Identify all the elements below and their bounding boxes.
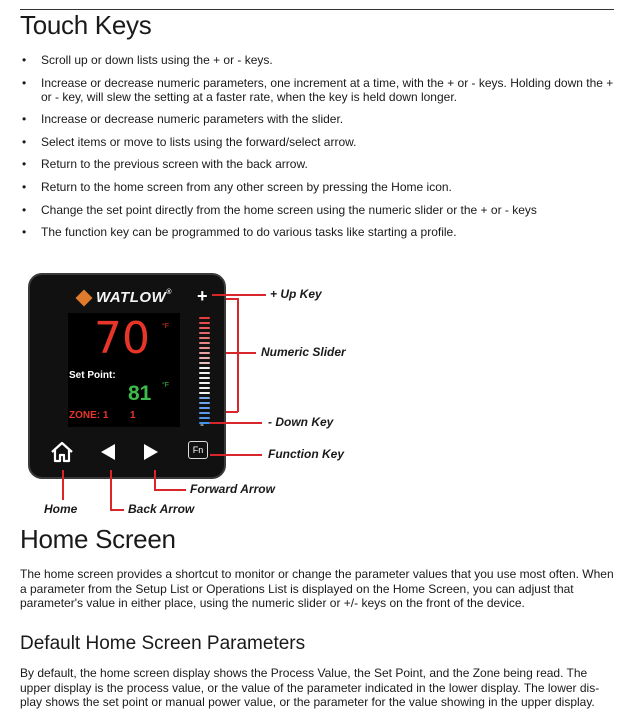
home-callout: Home [44,502,78,516]
up-key-callout: + Up Key [270,287,322,301]
back-arrow-icon [100,443,116,461]
list-item: • The function key can be programmed to do various tasks like starting a profile. [22,225,457,240]
up-key[interactable]: + [197,286,208,306]
slider-segment [199,352,210,354]
slider-bracket-v [237,298,239,412]
list-item: • Select items or move to lists using the forward/select arrow. [22,134,357,149]
process-value: 70 [94,313,150,364]
back-arrow-callout: Back Arrow [128,502,195,516]
slider-segment [199,367,210,369]
default-params-heading: Default Home Screen Parameters [20,633,306,654]
function-key-leader [210,454,262,456]
slider-segment [199,397,210,399]
slider-segment [199,357,210,359]
slider-segment [199,337,210,339]
down-key-callout: - Down Key [268,415,334,429]
slider-segment [199,387,210,389]
home-icon [50,441,74,463]
numeric-slider-callout: Numeric Slider [261,345,346,359]
slider-segment [199,377,210,379]
slider-segment [199,392,210,394]
forward-arrow-key[interactable] [143,443,159,466]
list-item: • Change the set point directly from the home screen using the numeric slider or the + or - keys [22,202,537,217]
back-arrow-key[interactable] [100,443,116,466]
slider-segment [199,342,210,344]
slider-bracket-top [226,298,238,300]
forward-arrow-icon [143,443,159,461]
home-leader [62,470,64,500]
set-point-unit: °F [162,382,170,389]
watlow-logo: WATLOW® [78,289,172,306]
slider-segment [199,332,210,334]
slider-bracket-bottom [226,411,238,413]
function-key[interactable]: Fn [188,441,208,459]
home-screen-heading: Home Screen [20,524,176,554]
touch-keys-list [20,53,620,248]
slider-segment [199,322,210,324]
home-screen-paragraph: The home screen provides a shortcut to monitor or change the parameter values that you use most often. When a parameter from the Setup List or Operations List is displayed on the Home Screen, you can adjust that parameter's value in either place, using the numeric slider or +/- keys on the front of the device. [20,567,614,611]
forward-arrow-leader-v [154,470,156,490]
zone-value: 1 [130,410,136,421]
down-key-leader [210,422,262,424]
set-point-label: Set Point: [69,370,116,381]
list-item: • Increase or decrease numeric parameters, one increment at a time, with the + or - keys. Holding down the + or - key, will slew the setting at a faster rate, when the key is held down longer. [22,75,614,104]
down-key[interactable]: - [200,417,204,431]
set-point-value: 81 [128,382,152,405]
slider-segment [199,317,210,319]
slider-segment [199,402,210,404]
up-key-leader [212,294,266,296]
back-arrow-leader-v [110,470,112,510]
default-params-paragraph: By default, the home screen display shows the Process Value, the Set Point, and the Zone being read. The upper display is the process value, or the value of the parameter indicated in the lower display. The lower dis-play shows the set point or manual power value, or the parameter for the value showing in the upper display. [20,666,600,710]
slider-segment [199,407,210,409]
numeric-slider[interactable] [198,311,212,429]
slider-segment [199,362,210,364]
list-item: • Scroll up or down lists using the + or - keys. [22,53,273,67]
list-item: • Increase or decrease numeric parameters with the slider. [22,112,344,127]
back-arrow-leader-h [110,509,124,511]
forward-arrow-leader-h [154,489,186,491]
slider-leader-h [226,352,256,354]
home-key[interactable] [50,441,74,468]
forward-arrow-callout: Forward Arrow [190,482,275,496]
process-unit: °F [162,323,170,330]
slider-segment [199,382,210,384]
zone-label: ZONE: 1 [69,410,109,421]
controller-device [28,273,226,479]
list-item: • Return to the previous screen with the back arrow. [22,157,308,172]
touch-keys-heading: Touch Keys [20,10,152,40]
slider-segment [199,347,210,349]
function-key-callout: Function Key [268,447,345,461]
slider-segment [199,412,210,414]
slider-segment [199,327,210,329]
slider-segment [199,372,210,374]
device-display [68,313,180,427]
watlow-diamond-icon [76,290,93,307]
list-item: • Return to the home screen from any other screen by pressing the Home icon. [22,179,452,194]
